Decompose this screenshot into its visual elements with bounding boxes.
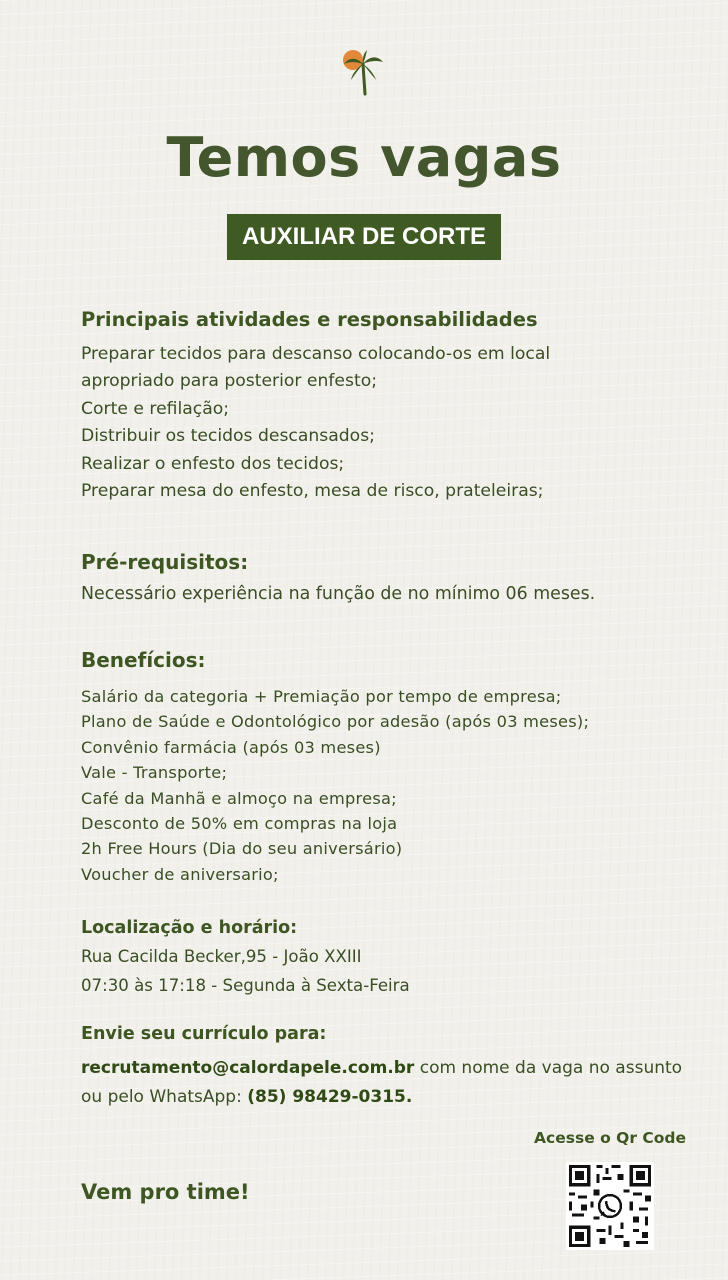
- list-item: Voucher de aniversario;: [81, 864, 279, 884]
- list-item: Convênio farmácia (após 03 meses): [81, 737, 381, 757]
- location-heading: Localização e horário:: [81, 918, 298, 938]
- activities-heading: Principais atividades e responsabilidades: [81, 308, 538, 331]
- contact-instructions: com nome da vaga no assunto ou pelo WhatsApp:: [81, 1058, 683, 1107]
- schedule-text: 07:30 às 17:18 - Segunda à Sexta-Feira: [81, 975, 410, 995]
- list-item: Distribuir os tecidos descansados;: [81, 426, 375, 447]
- list-item: 2h Free Hours (Dia do seu aniversário): [81, 839, 403, 859]
- job-role-badge: AUXILIAR DE CORTE: [227, 214, 501, 260]
- benefits-list: [81, 684, 589, 887]
- list-item: Salário da categoria + Premiação por tempo de empresa;: [81, 687, 562, 706]
- list-item: apropriado para posterior enfesto;: [81, 371, 377, 392]
- contact-text: [81, 1054, 701, 1111]
- call-to-action: Vem pro time!: [81, 1180, 250, 1204]
- location-details: [81, 943, 410, 1000]
- whatsapp-qr-code-icon[interactable]: [566, 1162, 654, 1250]
- list-item: Preparar mesa do enfesto, mesa de risco, prateleiras;: [81, 481, 544, 502]
- requirements-heading: Pré-requisitos:: [81, 550, 249, 574]
- list-item: Corte e refilação;: [81, 398, 230, 419]
- contact-heading: Envie seu currículo para:: [81, 1024, 327, 1044]
- qr-code-label: Acesse o Qr Code: [534, 1129, 686, 1147]
- list-item: Café da Manhã e almoço na empresa;: [81, 788, 397, 808]
- list-item: Desconto de 50% em compras na loja: [81, 814, 398, 834]
- address-text: Rua Cacilda Becker,95 - João XXIII: [81, 947, 362, 966]
- whatsapp-phone[interactable]: (85) 98429-0315.: [247, 1086, 413, 1107]
- requirements-text: Necessário experiência na função de no mínimo 06 meses.: [81, 584, 596, 604]
- email-link[interactable]: recrutamento@calordapele.com.br: [81, 1058, 415, 1078]
- list-item: Realizar o enfesto dos tecidos;: [81, 453, 345, 474]
- list-item: Vale - Transporte;: [81, 763, 228, 783]
- page-title: Temos vagas: [166, 126, 562, 189]
- list-item: Plano de Saúde e Odontológico por adesão (após 03 meses);: [81, 712, 590, 732]
- palm-tree-sun-icon: [338, 46, 388, 98]
- benefits-heading: Benefícios:: [81, 648, 206, 672]
- list-item: Preparar tecidos para descanso colocando-os em local: [81, 344, 551, 364]
- activities-list: [81, 341, 550, 505]
